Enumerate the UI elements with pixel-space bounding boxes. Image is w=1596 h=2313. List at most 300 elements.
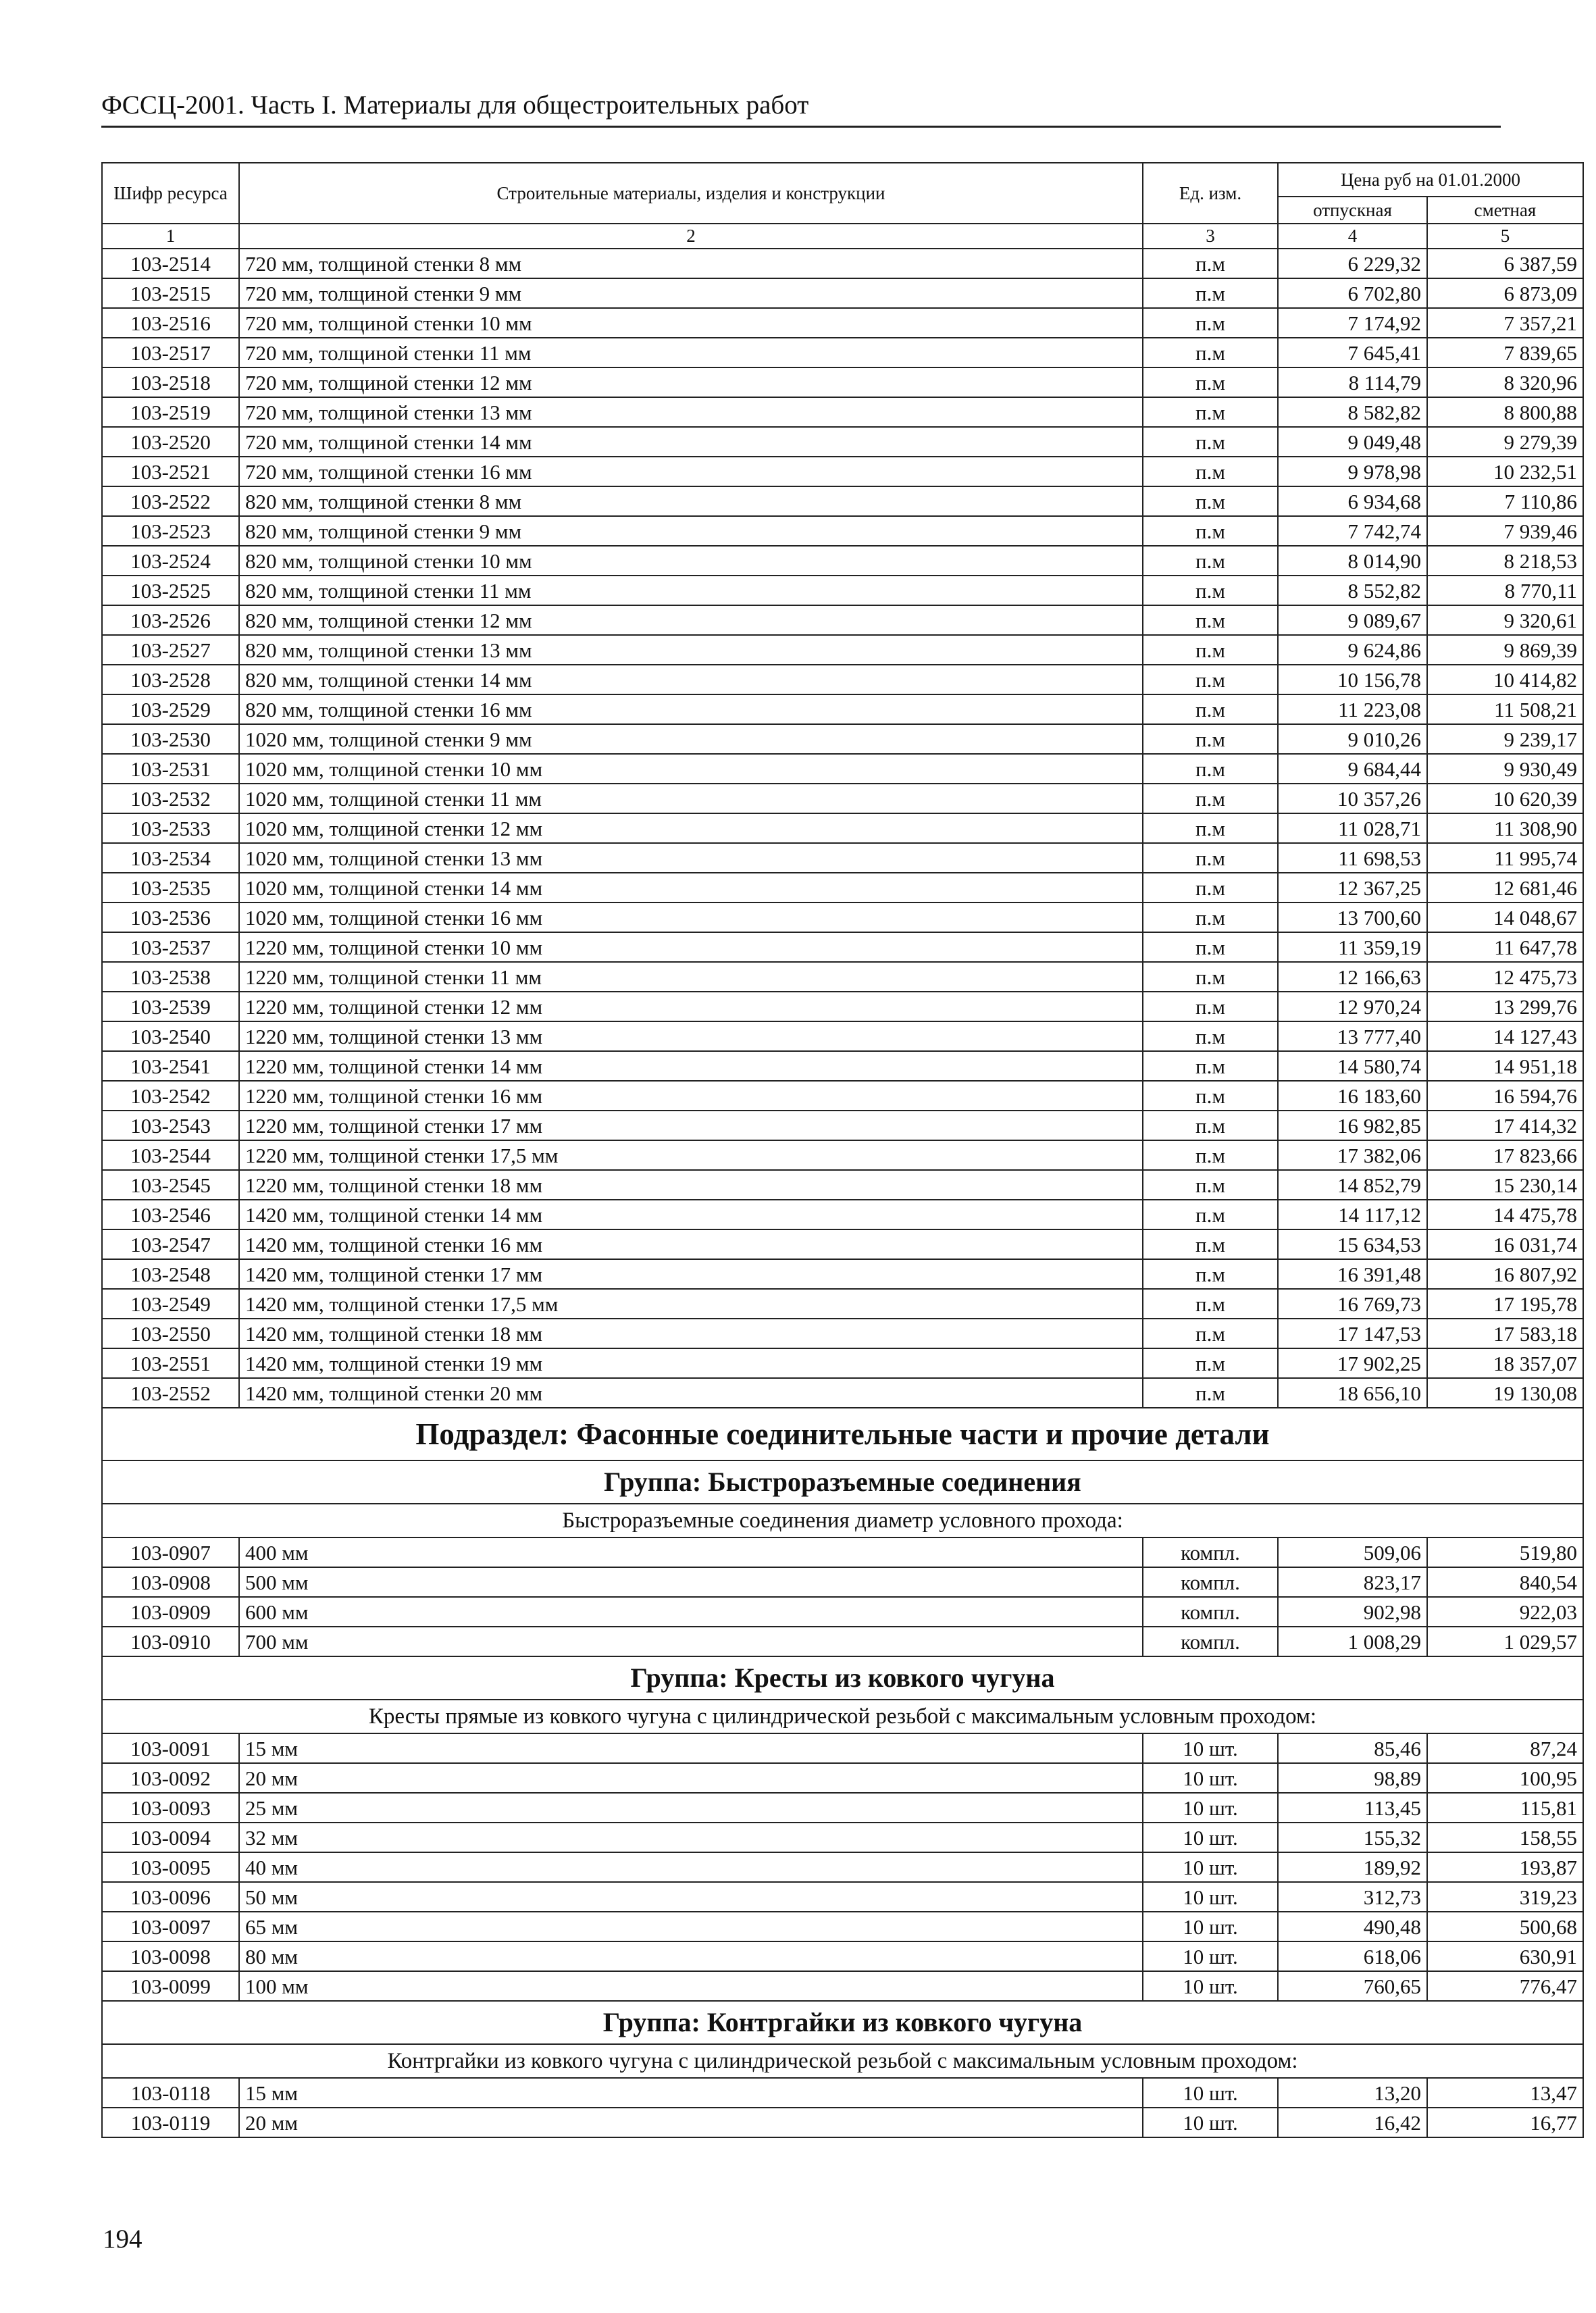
unit-cell: п.м	[1143, 427, 1278, 457]
estimate-price: 17 195,78	[1427, 1289, 1583, 1319]
resource-code: 103-0093	[102, 1793, 239, 1823]
wholesale-price: 13 700,60	[1278, 903, 1427, 932]
material-name: 600 мм	[239, 1597, 1143, 1627]
material-name: 1420 мм, толщиной стенки 16 мм	[239, 1229, 1143, 1259]
table-row	[102, 1051, 1583, 1081]
wholesale-price: 16,42	[1278, 2108, 1427, 2137]
material-name: 1220 мм, толщиной стенки 14 мм	[239, 1051, 1143, 1081]
material-name: 720 мм, толщиной стенки 11 мм	[239, 338, 1143, 367]
resource-code: 103-2550	[102, 1319, 239, 1348]
table-row	[102, 576, 1583, 605]
column-number: 3	[1143, 224, 1278, 249]
material-name: 1020 мм, толщиной стенки 10 мм	[239, 754, 1143, 784]
resource-code: 103-0094	[102, 1823, 239, 1852]
resource-code: 103-2524	[102, 546, 239, 576]
resource-code: 103-2537	[102, 932, 239, 962]
estimate-price: 8 800,88	[1427, 397, 1583, 427]
header-wholesale: отпускная	[1278, 197, 1427, 224]
unit-cell: 10 шт.	[1143, 1912, 1278, 1941]
material-name: 700 мм	[239, 1627, 1143, 1656]
column-number: 2	[239, 224, 1143, 249]
wholesale-price: 7 645,41	[1278, 338, 1427, 367]
unit-cell: п.м	[1143, 1378, 1278, 1408]
table-row	[102, 1021, 1583, 1051]
table-row	[102, 665, 1583, 694]
material-name: 1420 мм, толщиной стенки 14 мм	[239, 1200, 1143, 1229]
unit-cell: п.м	[1143, 1289, 1278, 1319]
resource-code: 103-2517	[102, 338, 239, 367]
estimate-price: 15 230,14	[1427, 1170, 1583, 1200]
estimate-price: 12 475,73	[1427, 962, 1583, 992]
resource-code: 103-0097	[102, 1912, 239, 1941]
wholesale-price: 11 028,71	[1278, 813, 1427, 843]
material-name: 820 мм, толщиной стенки 14 мм	[239, 665, 1143, 694]
unit-cell: п.м	[1143, 665, 1278, 694]
resource-code: 103-2529	[102, 694, 239, 724]
resource-code: 103-2546	[102, 1200, 239, 1229]
table-row	[102, 784, 1583, 813]
material-name: 1420 мм, толщиной стенки 20 мм	[239, 1378, 1143, 1408]
resource-code: 103-0119	[102, 2108, 239, 2137]
material-name: 1420 мм, толщиной стенки 19 мм	[239, 1348, 1143, 1378]
resource-code: 103-2521	[102, 457, 239, 486]
estimate-price: 11 995,74	[1427, 843, 1583, 873]
material-name: 1020 мм, толщиной стенки 11 мм	[239, 784, 1143, 813]
table-row	[102, 1793, 1583, 1823]
unit-cell: 10 шт.	[1143, 1763, 1278, 1793]
wholesale-price: 14 117,12	[1278, 1200, 1427, 1229]
wholesale-price: 12 367,25	[1278, 873, 1427, 903]
wholesale-price: 8 014,90	[1278, 546, 1427, 576]
wholesale-price: 155,32	[1278, 1823, 1427, 1852]
unit-cell: п.м	[1143, 576, 1278, 605]
wholesale-price: 490,48	[1278, 1912, 1427, 1941]
group-caption: Быстроразъемные соединения диаметр условного прохода:	[102, 1504, 1583, 1537]
estimate-price: 193,87	[1427, 1852, 1583, 1882]
material-name: 1220 мм, толщиной стенки 16 мм	[239, 1081, 1143, 1111]
estimate-price: 319,23	[1427, 1882, 1583, 1912]
resource-code: 103-2526	[102, 605, 239, 635]
unit-cell: п.м	[1143, 249, 1278, 278]
wholesale-price: 15 634,53	[1278, 1229, 1427, 1259]
wholesale-price: 760,65	[1278, 1971, 1427, 2001]
material-name: 1420 мм, толщиной стенки 18 мм	[239, 1319, 1143, 1348]
estimate-price: 922,03	[1427, 1597, 1583, 1627]
table-row	[102, 1567, 1583, 1597]
resource-code: 103-0910	[102, 1627, 239, 1656]
table-row	[102, 1733, 1583, 1763]
material-name: 720 мм, толщиной стенки 13 мм	[239, 397, 1143, 427]
material-name: 1220 мм, толщиной стенки 17,5 мм	[239, 1140, 1143, 1170]
column-number: 4	[1278, 224, 1427, 249]
unit-cell: п.м	[1143, 992, 1278, 1021]
resource-code: 103-0098	[102, 1941, 239, 1971]
material-name: 1420 мм, толщиной стенки 17,5 мм	[239, 1289, 1143, 1319]
resource-code: 103-2544	[102, 1140, 239, 1170]
wholesale-price: 17 147,53	[1278, 1319, 1427, 1348]
resource-code: 103-2515	[102, 278, 239, 308]
resource-code: 103-0092	[102, 1763, 239, 1793]
wholesale-price: 1 008,29	[1278, 1627, 1427, 1656]
resource-code: 103-0099	[102, 1971, 239, 2001]
resource-code: 103-2530	[102, 724, 239, 754]
estimate-price: 10 620,39	[1427, 784, 1583, 813]
estimate-price: 7 839,65	[1427, 338, 1583, 367]
material-name: 15 мм	[239, 1733, 1143, 1763]
wholesale-price: 13 777,40	[1278, 1021, 1427, 1051]
estimate-price: 100,95	[1427, 1763, 1583, 1793]
estimate-price: 14 951,18	[1427, 1051, 1583, 1081]
material-name: 65 мм	[239, 1912, 1143, 1941]
unit-cell: п.м	[1143, 1111, 1278, 1140]
estimate-price: 9 320,61	[1427, 605, 1583, 635]
unit-cell: п.м	[1143, 784, 1278, 813]
material-name: 25 мм	[239, 1793, 1143, 1823]
resource-code: 103-2532	[102, 784, 239, 813]
resource-code: 103-2519	[102, 397, 239, 427]
wholesale-price: 16 769,73	[1278, 1289, 1427, 1319]
estimate-price: 18 357,07	[1427, 1348, 1583, 1378]
unit-cell: п.м	[1143, 516, 1278, 546]
wholesale-price: 7 174,92	[1278, 308, 1427, 338]
unit-cell: п.м	[1143, 397, 1278, 427]
table-row	[102, 367, 1583, 397]
table-row	[102, 1912, 1583, 1941]
material-name: 100 мм	[239, 1971, 1143, 2001]
table-row	[102, 457, 1583, 486]
unit-cell: п.м	[1143, 486, 1278, 516]
unit-cell: компл.	[1143, 1537, 1278, 1567]
unit-cell: п.м	[1143, 1051, 1278, 1081]
wholesale-price: 9 684,44	[1278, 754, 1427, 784]
wholesale-price: 113,45	[1278, 1793, 1427, 1823]
estimate-price: 8 770,11	[1427, 576, 1583, 605]
table-row	[102, 813, 1583, 843]
material-name: 820 мм, толщиной стенки 11 мм	[239, 576, 1143, 605]
table-row	[102, 2078, 1583, 2108]
group-title: Группа: Контргайки из ковкого чугуна	[102, 2001, 1583, 2044]
material-name: 1020 мм, толщиной стенки 14 мм	[239, 873, 1143, 903]
table-row	[102, 1259, 1583, 1289]
estimate-price: 7 939,46	[1427, 516, 1583, 546]
material-name: 500 мм	[239, 1567, 1143, 1597]
material-name: 50 мм	[239, 1882, 1143, 1912]
wholesale-price: 11 359,19	[1278, 932, 1427, 962]
table-row	[102, 1882, 1583, 1912]
material-name: 1020 мм, толщиной стенки 12 мм	[239, 813, 1143, 843]
wholesale-price: 7 742,74	[1278, 516, 1427, 546]
resource-code: 103-2522	[102, 486, 239, 516]
wholesale-price: 12 970,24	[1278, 992, 1427, 1021]
resource-code: 103-2533	[102, 813, 239, 843]
table-row	[102, 1289, 1583, 1319]
header-estimate: сметная	[1427, 197, 1583, 224]
material-name: 820 мм, толщиной стенки 10 мм	[239, 546, 1143, 576]
resource-code: 103-2528	[102, 665, 239, 694]
wholesale-price: 618,06	[1278, 1941, 1427, 1971]
header-rule	[101, 126, 1501, 128]
table-row	[102, 694, 1583, 724]
group-row	[102, 2001, 1583, 2044]
estimate-price: 10 414,82	[1427, 665, 1583, 694]
group-row	[102, 1460, 1583, 1504]
resource-code: 103-2514	[102, 249, 239, 278]
estimate-price: 11 647,78	[1427, 932, 1583, 962]
material-name: 32 мм	[239, 1823, 1143, 1852]
material-name: 720 мм, толщиной стенки 9 мм	[239, 278, 1143, 308]
estimate-price: 630,91	[1427, 1941, 1583, 1971]
page-number: 194	[103, 2225, 143, 2254]
material-name: 820 мм, толщиной стенки 13 мм	[239, 635, 1143, 665]
resource-code: 103-2542	[102, 1081, 239, 1111]
wholesale-price: 10 357,26	[1278, 784, 1427, 813]
table-row	[102, 1111, 1583, 1140]
wholesale-price: 8 582,82	[1278, 397, 1427, 427]
table-row	[102, 724, 1583, 754]
material-name: 1420 мм, толщиной стенки 17 мм	[239, 1259, 1143, 1289]
unit-cell: компл.	[1143, 1567, 1278, 1597]
resource-code: 103-2516	[102, 308, 239, 338]
unit-cell: 10 шт.	[1143, 1793, 1278, 1823]
estimate-price: 6 387,59	[1427, 249, 1583, 278]
resource-code: 103-2548	[102, 1259, 239, 1289]
material-name: 820 мм, толщиной стенки 16 мм	[239, 694, 1143, 724]
group-row	[102, 1656, 1583, 1700]
estimate-price: 16 031,74	[1427, 1229, 1583, 1259]
wholesale-price: 14 852,79	[1278, 1170, 1427, 1200]
unit-cell: 10 шт.	[1143, 2108, 1278, 2137]
wholesale-price: 189,92	[1278, 1852, 1427, 1882]
table-row	[102, 1200, 1583, 1229]
wholesale-price: 17 902,25	[1278, 1348, 1427, 1378]
wholesale-price: 9 624,86	[1278, 635, 1427, 665]
caption-row	[102, 1700, 1583, 1733]
estimate-price: 12 681,46	[1427, 873, 1583, 903]
material-name: 80 мм	[239, 1941, 1143, 1971]
estimate-price: 87,24	[1427, 1733, 1583, 1763]
resource-code: 103-2538	[102, 962, 239, 992]
estimate-price: 1 029,57	[1427, 1627, 1583, 1656]
table-row	[102, 1852, 1583, 1882]
subsection-row	[102, 1408, 1583, 1460]
table-row	[102, 992, 1583, 1021]
resource-code: 103-0091	[102, 1733, 239, 1763]
material-name: 820 мм, толщиной стенки 9 мм	[239, 516, 1143, 546]
material-name: 720 мм, толщиной стенки 8 мм	[239, 249, 1143, 278]
unit-cell: 10 шт.	[1143, 1823, 1278, 1852]
estimate-price: 7 357,21	[1427, 308, 1583, 338]
unit-cell: 10 шт.	[1143, 1852, 1278, 1882]
material-name: 1220 мм, толщиной стенки 10 мм	[239, 932, 1143, 962]
table-row	[102, 962, 1583, 992]
resource-code: 103-0095	[102, 1852, 239, 1882]
material-name: 720 мм, толщиной стенки 10 мм	[239, 308, 1143, 338]
table-row	[102, 397, 1583, 427]
estimate-price: 13,47	[1427, 2078, 1583, 2108]
wholesale-price: 14 580,74	[1278, 1051, 1427, 1081]
material-name: 1220 мм, толщиной стенки 13 мм	[239, 1021, 1143, 1051]
resource-code: 103-0908	[102, 1567, 239, 1597]
resource-code: 103-2518	[102, 367, 239, 397]
estimate-price: 6 873,09	[1427, 278, 1583, 308]
resource-code: 103-2539	[102, 992, 239, 1021]
estimate-price: 9 239,17	[1427, 724, 1583, 754]
unit-cell: п.м	[1143, 1140, 1278, 1170]
unit-cell: 10 шт.	[1143, 1882, 1278, 1912]
wholesale-price: 98,89	[1278, 1763, 1427, 1793]
resource-code: 103-2540	[102, 1021, 239, 1051]
estimate-price: 519,80	[1427, 1537, 1583, 1567]
header-price: Цена руб на 01.01.2000	[1278, 163, 1583, 197]
unit-cell: п.м	[1143, 605, 1278, 635]
material-name: 40 мм	[239, 1852, 1143, 1882]
wholesale-price: 9 978,98	[1278, 457, 1427, 486]
wholesale-price: 11 698,53	[1278, 843, 1427, 873]
unit-cell: п.м	[1143, 843, 1278, 873]
resource-code: 103-0096	[102, 1882, 239, 1912]
wholesale-price: 6 934,68	[1278, 486, 1427, 516]
resource-code: 103-2545	[102, 1170, 239, 1200]
resource-code: 103-2534	[102, 843, 239, 873]
wholesale-price: 16 391,48	[1278, 1259, 1427, 1289]
table-row	[102, 903, 1583, 932]
estimate-price: 7 110,86	[1427, 486, 1583, 516]
estimate-price: 8 320,96	[1427, 367, 1583, 397]
estimate-price: 9 869,39	[1427, 635, 1583, 665]
estimate-price: 9 930,49	[1427, 754, 1583, 784]
material-name: 1220 мм, толщиной стенки 17 мм	[239, 1111, 1143, 1140]
resource-code: 103-0907	[102, 1537, 239, 1567]
resource-code: 103-2549	[102, 1289, 239, 1319]
unit-cell: п.м	[1143, 367, 1278, 397]
wholesale-price: 6 702,80	[1278, 278, 1427, 308]
resource-code: 103-2520	[102, 427, 239, 457]
material-name: 20 мм	[239, 2108, 1143, 2137]
material-name: 720 мм, толщиной стенки 12 мм	[239, 367, 1143, 397]
resource-code: 103-2551	[102, 1348, 239, 1378]
unit-cell: 10 шт.	[1143, 1733, 1278, 1763]
estimate-price: 16,77	[1427, 2108, 1583, 2137]
header-code: Шифр ресурса	[102, 163, 239, 224]
header-name: Строительные материалы, изделия и конструкции	[239, 163, 1143, 224]
resource-code: 103-2541	[102, 1051, 239, 1081]
estimate-price: 14 475,78	[1427, 1200, 1583, 1229]
unit-cell: п.м	[1143, 1021, 1278, 1051]
wholesale-price: 11 223,08	[1278, 694, 1427, 724]
material-name: 1020 мм, толщиной стенки 13 мм	[239, 843, 1143, 873]
resource-code: 103-2535	[102, 873, 239, 903]
table-row	[102, 1627, 1583, 1656]
unit-cell: п.м	[1143, 338, 1278, 367]
unit-cell: п.м	[1143, 546, 1278, 576]
wholesale-price: 509,06	[1278, 1537, 1427, 1567]
wholesale-price: 9 089,67	[1278, 605, 1427, 635]
table-body	[102, 249, 1583, 2137]
unit-cell: 10 шт.	[1143, 1941, 1278, 1971]
unit-cell: компл.	[1143, 1627, 1278, 1656]
header-unit: Ед. изм.	[1143, 163, 1278, 224]
unit-cell: п.м	[1143, 962, 1278, 992]
resource-code: 103-2527	[102, 635, 239, 665]
table-row	[102, 516, 1583, 546]
wholesale-price: 12 166,63	[1278, 962, 1427, 992]
table-row	[102, 546, 1583, 576]
material-name: 20 мм	[239, 1763, 1143, 1793]
material-name: 1220 мм, толщиной стенки 18 мм	[239, 1170, 1143, 1200]
resource-code: 103-2552	[102, 1378, 239, 1408]
unit-cell: п.м	[1143, 1200, 1278, 1229]
wholesale-price: 9 049,48	[1278, 427, 1427, 457]
unit-cell: п.м	[1143, 635, 1278, 665]
table-row	[102, 278, 1583, 308]
resource-code: 103-2523	[102, 516, 239, 546]
material-name: 15 мм	[239, 2078, 1143, 2108]
table-row	[102, 1537, 1583, 1567]
estimate-price: 11 308,90	[1427, 813, 1583, 843]
estimate-price: 17 583,18	[1427, 1319, 1583, 1348]
table-row	[102, 1597, 1583, 1627]
estimate-price: 115,81	[1427, 1793, 1583, 1823]
unit-cell: п.м	[1143, 457, 1278, 486]
running-header: ФССЦ-2001. Часть I. Материалы для общестроительных работ	[101, 91, 809, 120]
unit-cell: п.м	[1143, 1319, 1278, 1348]
estimate-price: 776,47	[1427, 1971, 1583, 2001]
wholesale-price: 823,17	[1278, 1567, 1427, 1597]
estimate-price: 158,55	[1427, 1823, 1583, 1852]
wholesale-price: 17 382,06	[1278, 1140, 1427, 1170]
price-table	[101, 162, 1584, 2138]
unit-cell: 10 шт.	[1143, 1971, 1278, 2001]
subsection-title: Подраздел: Фасонные соединительные части и прочие детали	[102, 1408, 1583, 1460]
table-row	[102, 427, 1583, 457]
resource-code: 103-2543	[102, 1111, 239, 1140]
table-row	[102, 1081, 1583, 1111]
caption-row	[102, 2044, 1583, 2078]
estimate-price: 9 279,39	[1427, 427, 1583, 457]
resource-code: 103-0118	[102, 2078, 239, 2108]
table-row	[102, 605, 1583, 635]
unit-cell: п.м	[1143, 1170, 1278, 1200]
unit-cell: компл.	[1143, 1597, 1278, 1627]
table-row	[102, 308, 1583, 338]
estimate-price: 16 594,76	[1427, 1081, 1583, 1111]
resource-code: 103-2531	[102, 754, 239, 784]
table-row	[102, 1971, 1583, 2001]
group-title: Группа: Кресты из ковкого чугуна	[102, 1656, 1583, 1700]
table-row	[102, 486, 1583, 516]
group-title: Группа: Быстроразъемные соединения	[102, 1460, 1583, 1504]
estimate-price: 13 299,76	[1427, 992, 1583, 1021]
table-row	[102, 338, 1583, 367]
estimate-price: 17 823,66	[1427, 1140, 1583, 1170]
table-row	[102, 843, 1583, 873]
table-row	[102, 1229, 1583, 1259]
wholesale-price: 8 114,79	[1278, 367, 1427, 397]
table-row	[102, 1941, 1583, 1971]
wholesale-price: 902,98	[1278, 1597, 1427, 1627]
resource-code: 103-2525	[102, 576, 239, 605]
table-row	[102, 932, 1583, 962]
unit-cell: п.м	[1143, 1259, 1278, 1289]
material-name: 720 мм, толщиной стенки 16 мм	[239, 457, 1143, 486]
wholesale-price: 18 656,10	[1278, 1378, 1427, 1408]
caption-row	[102, 1504, 1583, 1537]
wholesale-price: 6 229,32	[1278, 249, 1427, 278]
unit-cell: п.м	[1143, 1081, 1278, 1111]
resource-code: 103-0909	[102, 1597, 239, 1627]
unit-cell: п.м	[1143, 308, 1278, 338]
unit-cell: п.м	[1143, 932, 1278, 962]
